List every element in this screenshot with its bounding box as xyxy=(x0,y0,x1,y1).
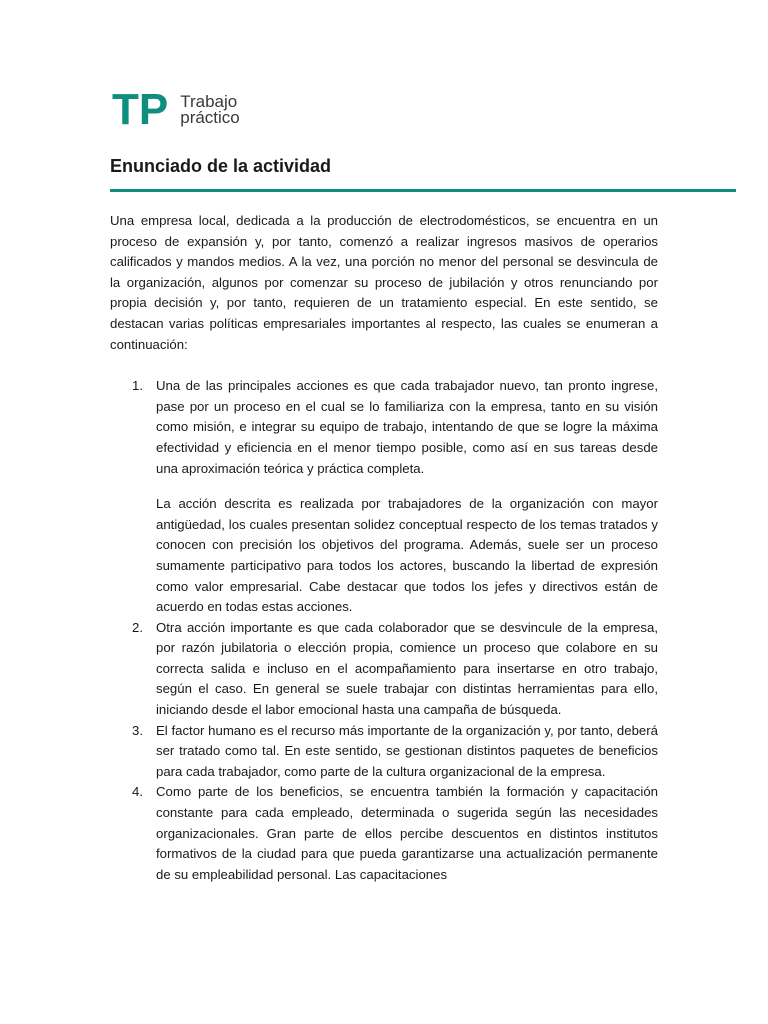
logo-text-line1: Trabajo xyxy=(180,92,238,111)
list-item xyxy=(110,376,658,618)
list-item-text: Como parte de los beneficios, se encuentra también la formación y capacitación constante para cada empleado, determinada o sugerida según las necesidades organizacionales. Gran parte de ellos percibe descuentos en distintos institutos formativos de la ciudad para que pueda garantizarse una actualización permanente de su empleabilidad personal. Las capacitaciones xyxy=(156,784,658,882)
list-item-text: Una de las principales acciones es que cada trabajador nuevo, tan pronto ingrese, pase por un proceso en el cual se lo familiariza con la empresa, tanto en su visión como misión, e integrar su equipo de trabajo, intentando de que se logre la máxima efectividad y eficiencia en el menor tiempo posible, como así en sus tareas desde una aproximación teórica y práctica completa. xyxy=(156,378,658,476)
list-item-number: 3. xyxy=(132,722,143,738)
logo-text xyxy=(180,94,240,126)
tp-logo xyxy=(112,85,240,134)
list-item-number: 2. xyxy=(132,619,143,635)
activity-statement xyxy=(110,211,658,885)
list-item-text: Otra acción importante es que cada colaborador que se desvincule de la empresa, por razón jubilatoria o elección propia, comience un proceso que colabore en su correcta salida e incluso en el acompañamiento para insertarse en otro trabajo, según el caso. En general se suele trabajar con distintas herramientas para ello, iniciando desde el labor emocional hasta una campaña de búsqueda. xyxy=(156,619,658,718)
list-item-subparagraph: La acción descrita es realizada por trabajadores de la organización con mayor antigüedad, los cuales presentan solidez conceptual respecto de los temas tratados y conocen con precisión los objetivos del programa. Además, suele ser un proceso sumamente participativo para todos los actores, buscando la libertad de expresión como valor empresarial. Cabe destacar que todos los jefes y directivos están de acuerdo en todas estas acciones. xyxy=(156,496,658,615)
list-item xyxy=(110,782,658,885)
list-item xyxy=(110,618,658,721)
logo-mark: TP xyxy=(112,85,169,134)
list-item-number: 4. xyxy=(132,784,143,800)
list-item xyxy=(110,721,658,783)
list-item-text: El factor humano es el recurso más importante de la organización y, por tanto, deberá ser tratado como tal. En este sentido, se gestionan distintos paquetes de beneficios para cada trabajador, como parte de la cultura organizacional de la empresa. xyxy=(156,722,658,779)
section-title: Enunciado de la actividad xyxy=(110,156,332,176)
policies-list xyxy=(110,376,658,885)
logo-text-line2: práctico xyxy=(180,108,240,127)
list-item-number: 1. xyxy=(132,378,143,394)
intro-paragraph: Una empresa local, dedicada a la producción de electrodomésticos, se encuentra en un proceso de expansión y, por tanto, comenzó a realizar ingresos masivos de operarios calificados y mandos medios. A la vez, una porción no menor del personal se desvincula de la organización, algunos por comenzar su proceso de jubilación y otros renunciando por propia decisión y, por tanto, requieren de un tratamiento especial. En este sentido, se destacan varias políticas empresariales importantes al respecto, las cuales se enumeran a continuación: xyxy=(110,213,658,352)
title-divider xyxy=(110,189,736,192)
